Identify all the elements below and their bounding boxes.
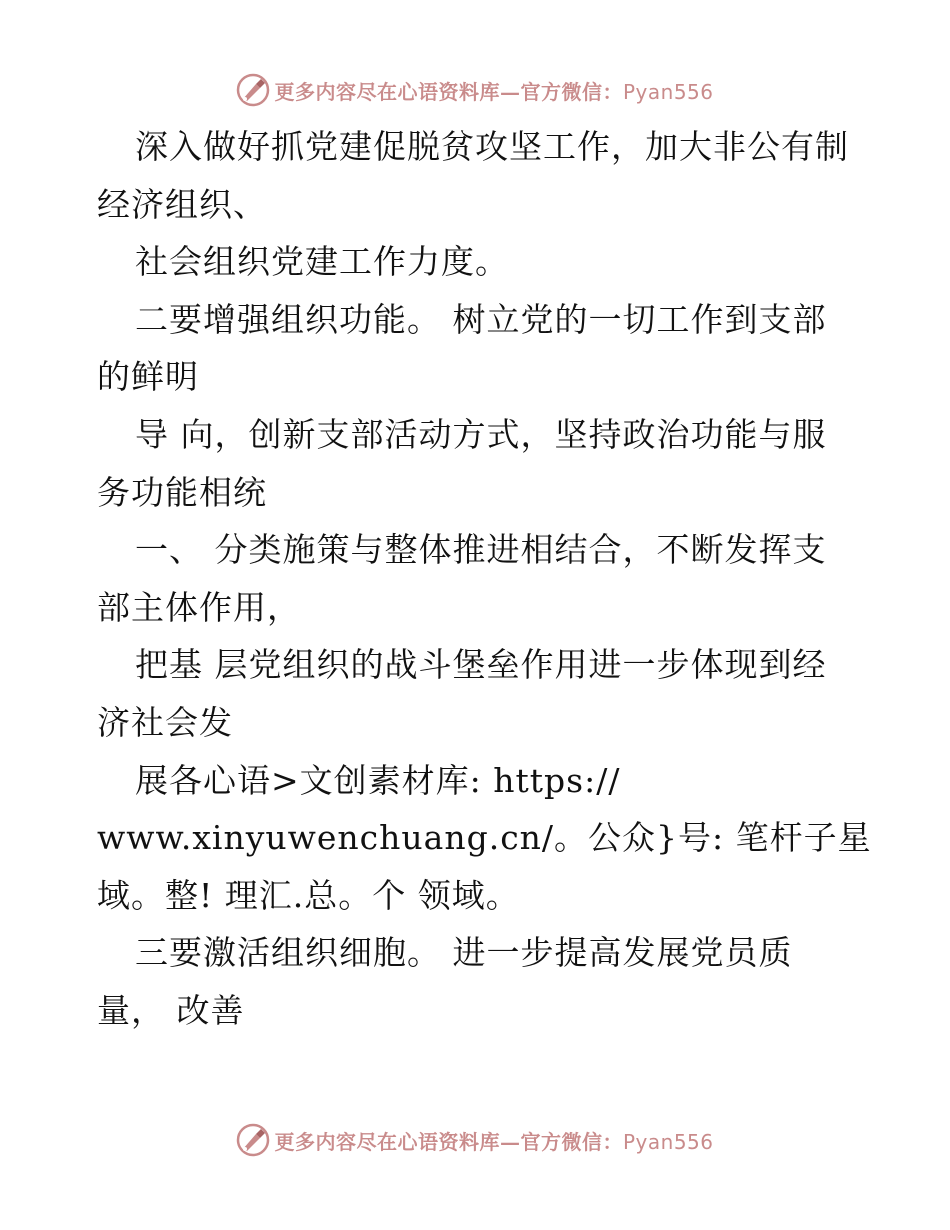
body-line-5: 的鲜明 (97, 357, 199, 397)
body-line-11: 济社会发 (97, 702, 233, 742)
body-line-10: 把基 层党组织的战斗堡垒作用进一步体现到经 (135, 645, 827, 685)
body-line-12: 展各心语>文创素材库: https:// (135, 760, 621, 800)
body-line-8: 一、 分类施策与整体推进相结合，不断发挥支 (135, 530, 827, 570)
body-line-1: 深入做好抓党建促脱贫攻坚工作，加大非公有制 (135, 127, 849, 166)
body-line-15: 三要激活组织细胞。 进一步提高发展党员质 (135, 933, 793, 973)
body-line-2: 经济组织、 (97, 184, 267, 224)
body-line-14: 域。整! 理汇.总。个 领域。 (97, 875, 520, 915)
watermark-footer (0, 1120, 950, 1160)
body-line-4: 二要增强组织功能。 树立党的一切工作到支部 (135, 299, 827, 339)
body-line-9: 部主体作用， (97, 587, 301, 627)
body-line-3: 社会组织党建工作力度。 (135, 242, 509, 282)
document-body (97, 118, 872, 1040)
body-line-13: www.xinyuwenchuang.cn/。公众}号: 笔杆子星 (97, 818, 872, 858)
watermark-id: Pyan556 (622, 1129, 714, 1154)
body-line-16: 量， 改善 (97, 990, 245, 1030)
watermark-header (0, 70, 950, 110)
body-line-7: 务功能相统 (97, 472, 267, 512)
watermark-text: 更多内容尽在心语资料库—官方微信： (274, 79, 623, 104)
watermark-id: Pyan556 (622, 79, 714, 104)
body-line-6: 导 向，创新支部活动方式，坚持政治功能与服 (135, 414, 827, 454)
watermark-text: 更多内容尽在心语资料库—官方微信： (274, 1129, 623, 1154)
pen-logo-icon (236, 73, 270, 107)
pen-logo-icon (236, 1123, 270, 1157)
